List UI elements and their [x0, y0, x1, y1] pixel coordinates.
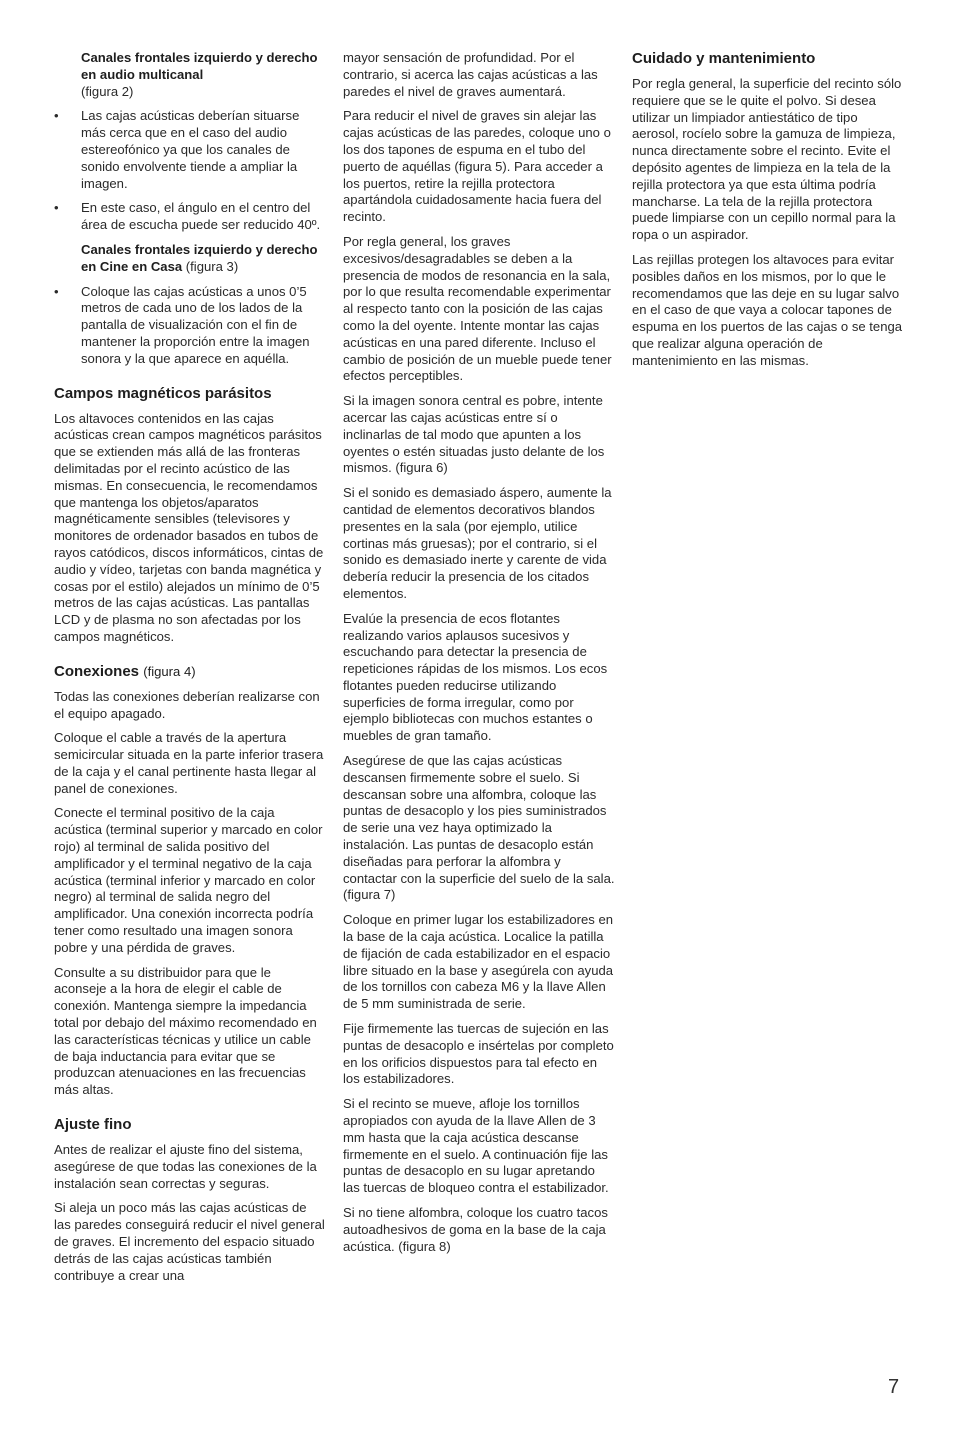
paragraph: Consulte a su distribuidor para que le aconseje a la hora de elegir el cable de conexión. Mantenga siempre la impedancia total por debajo del máximo recomendado en las características técnicas y utilice un cable de baja inductancia para evitar que se produzcan atenuaciones en las frecuencias más altas. — [54, 964, 317, 1098]
paragraph: Si el sonido es demasiado áspero, aumente la cantidad de elementos decorativos blandos presentes en la sala (por ejemplo, utilice cortinas más gruesas); por el contrario, si el sonido es demasiado inerte y carente de vida debería reducir la presencia de los citados elementos. — [343, 485, 612, 601]
column-middle — [343, 50, 615, 1263]
paragraph: Si el recinto se mueve, afloje los tornillos apropiados con ayuda de la llave Allen de 3 mm hasta que la caja acústica descanse firmemente en el suelo. A continuación fije las puntas de desacoplo en su lugar apretando las tuercas de bloqueo contra el estabilizador. — [343, 1096, 609, 1196]
figure-ref-2: (figura 2) — [81, 83, 134, 99]
heading-conexiones-title: Conexiones — [54, 662, 140, 680]
paragraph: Conecte el terminal positivo de la caja acústica (terminal superior y marcado en color rojo) al terminal de salida positivo del amplificador y el terminal negativo de la caja acústica (terminal inferior y marcado en color negro) al terminal de salida negro del amplificador. Una conexión incorrecta podría tener como resultado una imagen sonora pobre y una pérdida de graves. — [54, 805, 323, 955]
paragraph: Fije firmemente las tuercas de sujeción en las puntas de desacoplo e insértelas por completo en los orificios dispuestos para tal efecto en los estabilizadores. — [343, 1021, 614, 1087]
bullet-text: Las cajas acústicas deberían situarse más cerca que en el caso del audio estereofónico ya que los canales de sonido envolvente tiende a ampliar la imagen. — [81, 108, 300, 191]
paragraph: Si aleja un poco más las cajas acústicas de las paredes conseguirá reducir el nivel general de graves. El incremento del espacio situado detrás de las cajas acústicas también contribuye a crear una — [54, 1200, 325, 1283]
paragraph: Coloque el cable a través de la apertura semicircular situada en la parte inferior trasera de la caja y el canal pertinente hasta llegar al panel de conexiones. — [54, 730, 324, 796]
heading-cuidado: Cuidado y mantenimiento — [632, 50, 816, 67]
column-left — [54, 50, 326, 1292]
bullet-text: Coloque las cajas acústicas a unos 0’5 metros de cada uno de los lados de la pantalla de visualización con el fin de mantener la proporción entre la imagen sonora y la que aparece en aquélla. — [81, 283, 310, 366]
paragraph: Por regla general, los graves excesivos/desagradables se deben a la presencia de modos de resonancia en la sala, por lo que resulta recomendable experimentar al respecto tanto con la posición de las cajas como la del oyente. Intente montar las cajas acústicas en una pared diferente. Incluso el cambio de posición de un mueble puede tener efectos perceptibles. — [343, 233, 612, 384]
paragraph: Antes de realizar el ajuste fino del sistema, asegúrese de que todas las conexiones de la instalación sean correctas y seguras. — [54, 1142, 317, 1191]
paragraph: Los altavoces contenidos en las cajas acústicas crean campos magnéticos parásitos que se extienden más allá de las fronteras delimitadas por el recinto acústico de las mismas. En consecuencia, le recomendamos que mantenga los objetos/aparatos magnéticamente sensibles (televisores y monitores de ordenador basados en tubos de rayos catódicos, discos informáticos, cintas de audio y vídeo, tarjetas con banda magnética y cosas por el estilo) alejados un mínimo de 0’5 metros de las cajas acústicas. Las pantallas LCD y de plasma no son afectadas por los campos magnéticos. — [54, 410, 324, 644]
paragraph: Si no tiene alfombra, coloque los cuatro tacos autoadhesivos de goma en la base de la caja acústica. (figura 8) — [343, 1205, 608, 1254]
paragraph: Asegúrese de que las cajas acústicas descansen firmemente sobre el suelo. Si descansan sobre una alfombra, coloque las puntas de desacoplo y los pies suministrados de serie una vez haya optimizado la instalación. Las puntas de desacoplo están diseñadas para perforar la alfombra y contactar con la superficie del suelo de la sala. (figura 7) — [343, 753, 615, 903]
bullet-text: En este caso, el ángulo en el centro del área de escucha puede ser reducido 40º. — [81, 200, 321, 233]
subheading-home-cinema — [81, 242, 326, 276]
subheading-multichannel-title: Canales frontales izquierdo y derecho en audio multicanal — [81, 50, 318, 82]
bullet-symbol: • — [54, 108, 59, 124]
paragraph: Las rejillas protegen los altavoces para evitar posibles daños en los mismos, por lo que le recomendamos que las deje en su lugar salvo en el caso de que vaya a colocar tapones de espuma en los puertos de las cajas o se tenga que realizar alguna operación de mantenimiento en las mismas. — [632, 251, 903, 368]
heading-conexiones — [54, 663, 326, 681]
paragraph: Evalúe la presencia de ecos flotantes realizando varios aplausos sucesivos y escuchando para detectar la presencia de repeticiones rápidas de los mismos. Los ecos flotantes pueden reducirse utilizando superficies de forma irregular, como por ejemplo bibliotecas con muchos estantes o muebles de gran tamaño. — [343, 610, 608, 744]
heading-ajuste: Ajuste fino — [54, 1116, 132, 1134]
heading-campos: Campos magnéticos parásitos — [54, 384, 272, 402]
bullet-symbol: • — [54, 200, 59, 216]
subheading-home-cinema-title: Canales frontales izquierdo y derecho en Cine en Casa — [81, 241, 318, 274]
figure-ref-4: (figura 4) — [143, 663, 196, 679]
page-number: 7 — [888, 1376, 900, 1398]
bullet-item — [54, 108, 326, 192]
figure-ref-3: (figura 3) — [185, 258, 239, 274]
bullet-item — [54, 200, 326, 234]
column-right — [632, 50, 904, 378]
paragraph: Coloque en primer lugar los estabilizadores en la base de la caja acústica. Localice la patilla de fijación de cada estabilizador en el espacio libre situado en la base y asegúrela con ayuda de los tornillos con cabeza M6 y la llave Allen de 5 mm suministrada de serie. — [343, 912, 614, 1012]
subheading-multichannel — [81, 50, 326, 100]
bullet-item — [54, 284, 326, 368]
paragraph: Por regla general, la superficie del recinto sólo requiere que se le quite el polvo. Si desea utilizar un limpiador antiestático de tipo aerosol, rocíelo sobre la gamuza de limpieza, nunca directamente sobre el recinto. Evite el depósito agentes de limpieza en la tela de la rejilla protectora ya que esta última podría mancharse. La tela de la rejilla protectora puede limpiarse con un cepillo normal para la ropa o un aspirador. — [632, 76, 902, 243]
paragraph: Si la imagen sonora central es pobre, intente acercar las cajas acústicas entre sí o inclinarlas de tal modo que apunten a los oyentes o estén situadas justo delante de los mismos. (figura 6) — [343, 393, 605, 476]
paragraph: Para reducir el nivel de graves sin alejar las cajas acústicas de las paredes, coloque uno o los dos tapones de espuma en el tubo del puerto de aquéllas (figura 5). Para acceder a los puertos, retire la rejilla protectora apartándola cuidadosamente hacia fuera del recinto. — [343, 108, 611, 225]
paragraph: Todas las conexiones deberían realizarse con el equipo apagado. — [54, 688, 320, 721]
paragraph: mayor sensación de profundidad. Por el contrario, si acerca las cajas acústicas a las paredes el nivel de graves aumentará. — [343, 50, 598, 99]
bullet-symbol: • — [54, 283, 59, 299]
